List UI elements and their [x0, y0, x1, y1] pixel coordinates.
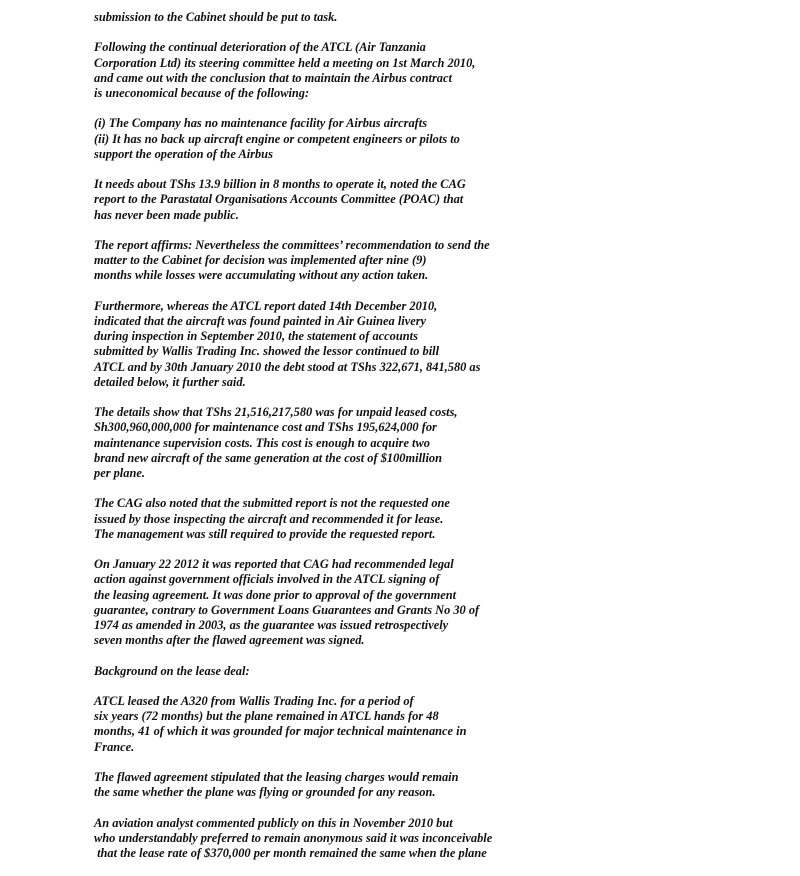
- text-line: six years (72 months) but the plane remained in ATCL hands for 48: [94, 709, 439, 724]
- text-line: submission to the Cabinet should be put to task.: [94, 10, 338, 24]
- text-line: during inspection in September 2010, the statement of accounts: [94, 329, 418, 344]
- text-line: (i) The Company has no maintenance facility for Airbus aircrafts: [94, 116, 428, 131]
- text-line: seven months after the flawed agreement was signed.: [94, 633, 365, 648]
- paragraph: [94, 694, 774, 755]
- paragraph: [94, 405, 774, 481]
- text-line: months while losses were accumulating without any action taken.: [94, 268, 429, 283]
- text-line: ATCL leased the A320 from Wallis Trading Inc. for a period of: [94, 693, 414, 708]
- text-line: matter to the Cabinet for decision was implemented after nine (9): [94, 253, 427, 268]
- text-line: the leasing agreement. It was done prior to approval of the government: [94, 587, 457, 602]
- text-line: Corporation Ltd) its steering committee held a meeting on 1st March 2010,: [94, 55, 476, 70]
- text-line: (ii) It has no back up aircraft engine or competent engineers or pilots to: [94, 131, 460, 146]
- paragraph: [94, 557, 774, 648]
- text-line: that the lease rate of $370,000 per month remained the same when the plane: [94, 845, 487, 860]
- text-line: The details show that TShs 21,516,217,580 was for unpaid leased costs,: [94, 405, 458, 420]
- document-body: [94, 10, 774, 861]
- text-line: is uneconomical because of the following:: [94, 86, 310, 100]
- text-line: The CAG also noted that the submitted report is not the requested one: [94, 496, 450, 511]
- text-line: brand new aircraft of the same generation at the cost of $100million: [94, 450, 442, 465]
- text-line: indicated that the aircraft was found painted in Air Guinea livery: [94, 313, 427, 328]
- text-line: the same whether the plane was flying or grounded for any reason.: [94, 785, 436, 800]
- paragraph: [94, 816, 774, 862]
- text-line: detailed below, it further said.: [94, 374, 246, 389]
- text-line: Sh300,960,000,000 for maintenance cost and TShs 195,624,000 for: [94, 420, 437, 435]
- document-page: [94, 10, 774, 876]
- text-line: Furthermore, whereas the ATCL report dated 14th December 2010,: [94, 298, 438, 313]
- text-line: guarantee, contrary to Government Loans Guarantees and Grants No 30 of: [94, 602, 480, 617]
- paragraph: [94, 299, 774, 390]
- text-line: issued by those inspecting the aircraft and recommended it for lease.: [94, 511, 444, 526]
- paragraph: [94, 177, 774, 223]
- text-line: France.: [94, 739, 135, 754]
- text-line: An aviation analyst commented publicly on this in November 2010 but: [94, 815, 453, 830]
- text-line: and came out with the conclusion that to maintain the Airbus contract: [94, 70, 452, 85]
- text-line: report to the Parastatal Organisations Accounts Committee (POAC) that: [94, 192, 464, 207]
- paragraph: [94, 40, 774, 101]
- paragraph: [94, 496, 774, 542]
- text-line: ATCL and by 30th January 2010 the debt stood at TShs 322,671, 841,580 as: [94, 359, 481, 374]
- paragraph: [94, 664, 774, 679]
- paragraph: [94, 238, 774, 284]
- text-line: On January 22 2012 it was reported that CAG had recommended legal: [94, 557, 454, 572]
- text-line: The report affirms: Nevertheless the committees’ recommendation to send the: [94, 237, 490, 252]
- text-line: maintenance supervision costs. This cost is enough to acquire two: [94, 435, 430, 450]
- text-line: action against government officials involved in the ATCL signing of: [94, 572, 440, 587]
- paragraph: [94, 770, 774, 800]
- text-line: support the operation of the Airbus: [94, 146, 273, 161]
- text-line: months, 41 of which it was grounded for major technical maintenance in: [94, 724, 467, 739]
- text-line: It needs about TShs 13.9 billion in 8 months to operate it, noted the CAG: [94, 177, 466, 192]
- text-line: 1974 as amended in 2003, as the guarantee was issued retrospectively: [94, 618, 449, 632]
- text-line: who understandably preferred to remain anonymous said it was inconceivable: [94, 830, 493, 845]
- text-line: submitted by Wallis Trading Inc. showed the lessor continued to bill: [94, 344, 440, 359]
- text-line: The flawed agreement stipulated that the leasing charges would remain: [94, 769, 459, 784]
- text-line: The management was still required to provide the requested report.: [94, 526, 436, 541]
- paragraph: [94, 10, 774, 25]
- paragraph: [94, 116, 774, 162]
- text-line: Following the continual deterioration of the ATCL (Air Tanzania: [94, 40, 426, 55]
- text-line: Background on the lease deal:: [94, 663, 250, 678]
- text-line: per plane.: [94, 466, 145, 480]
- text-line: has never been made public.: [94, 207, 239, 222]
